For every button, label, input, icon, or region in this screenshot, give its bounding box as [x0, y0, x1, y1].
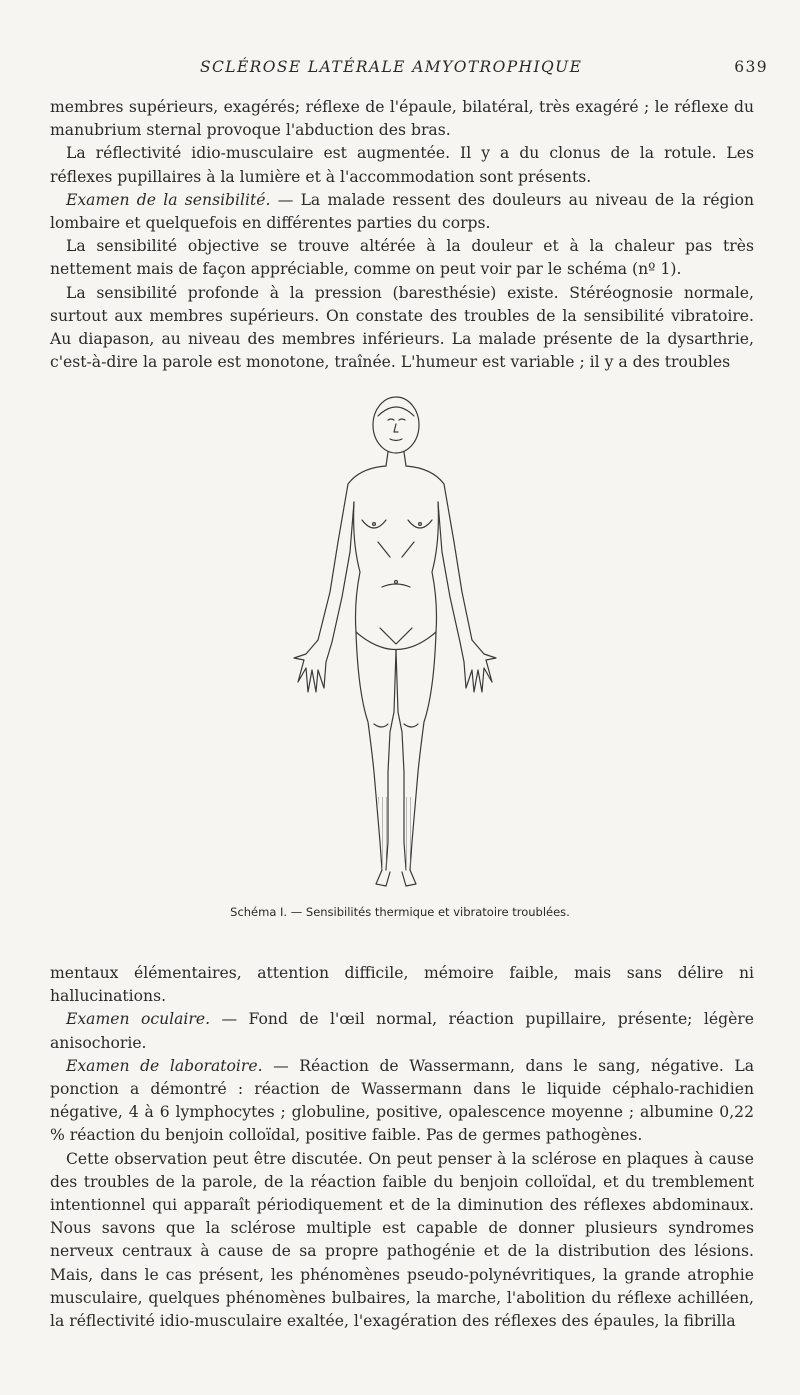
paragraph: membres supérieurs, exagérés; réflexe de l'épaule, bilatéral, très exagéré ; le réflexe du manubrium sternal provoque l'abduction des bras. [50, 98, 754, 140]
paragraph: mentaux élémentaires, attention difficile, mémoire faible, mais sans délire ni hallucinations. [50, 964, 754, 1006]
running-head-title: SCLÉROSE LATÉRALE AMYOTROPHIQUE [200, 58, 583, 76]
paragraph: Cette observation peut être discutée. On peut penser à la sclérose en plaques à cause des troubles de la parole, de la réaction faible du benjoin colloïdal, et du tremblement intentionnel qui apparaît périodiquement et de la diminution des réflexes abdominaux. Nous savons que la sclérose multiple est capable de donner plusieurs syndromes nerveux centraux à cause de sa propre pathogénie et de la distribution des lésions. Mais, dans le cas présent, les phénomènes pseudo-polynévritiques, la grande atrophie musculaire, quelques phénomènes bulbaires, la marche, l'abolition du réflexe achilléen, la réflectivité idio-musculaire exaltée, l'exagération des réflexes des épaules, la fibrilla [50, 1149, 754, 1331]
body-schema-figure [250, 392, 510, 897]
left-arm-outer [318, 466, 386, 640]
paragraph: Examen oculaire. — Fond de l'œil normal, réaction pupillaire, présente; légère anisochorie. [50, 1010, 754, 1052]
section-lead: Examen oculaire. [66, 1010, 211, 1029]
paragraph: La sensibilité objective se trouve altérée à la douleur et à la chaleur pas très nettement mais de façon appréciable, comme on peut voir par le schéma (nº 1). [50, 237, 754, 279]
hatched-lower-legs [378, 797, 414, 870]
paragraph: Examen de la sensibilité. — La malade ressent des douleurs au niveau de la région lombaire et quelquefois en différentes parties du corps. [50, 190, 755, 233]
top-text-block [50, 96, 754, 374]
paragraph: Examen de laboratoire. — Réaction de Wassermann, dans le sang, négative. La ponction a démontré : réaction de Wassermann dans le liquide céphalo-rachidien négative, 4 à 6 lymphocytes ; globuline, positive, opalescence moyenne ; albumine 0,22 % réaction du benjoin colloïdal, positive faible. Pas de germes pathogènes. [50, 1056, 755, 1145]
right-leg-outer [410, 632, 436, 870]
paragraph: La sensibilité profonde à la pression (baresthésie) existe. Stéréognosie normale, surtout aux membres supérieurs. On constate des troubles de la sensibilité vibratoire. Au diapason, au niveau des membres inférieurs. La malade présente de la dysarthrie, c'est-à-dire la parole est monotone, traînée. L'humeur est variable ; il y a des troubles [50, 283, 754, 372]
section-lead: Examen de laboratoire. [66, 1056, 263, 1075]
running-head [50, 58, 768, 82]
page-number: 639 [734, 58, 768, 76]
section-lead: Examen de la sensibilité. [66, 190, 271, 209]
figure-caption: Schéma I. — Sensibilités thermique et vibratoire troublées. [230, 905, 570, 919]
paragraph: La réflectivité idio-musculaire est augmentée. Il y a du clonus de la rotule. Les réflexes pupillaires à la lumière et à l'accommodation sont présents. [50, 144, 754, 186]
human-body-diagram [250, 392, 510, 897]
bottom-text-block [50, 962, 754, 1333]
right-arm-outer [406, 466, 472, 640]
left-leg-outer [356, 632, 382, 870]
